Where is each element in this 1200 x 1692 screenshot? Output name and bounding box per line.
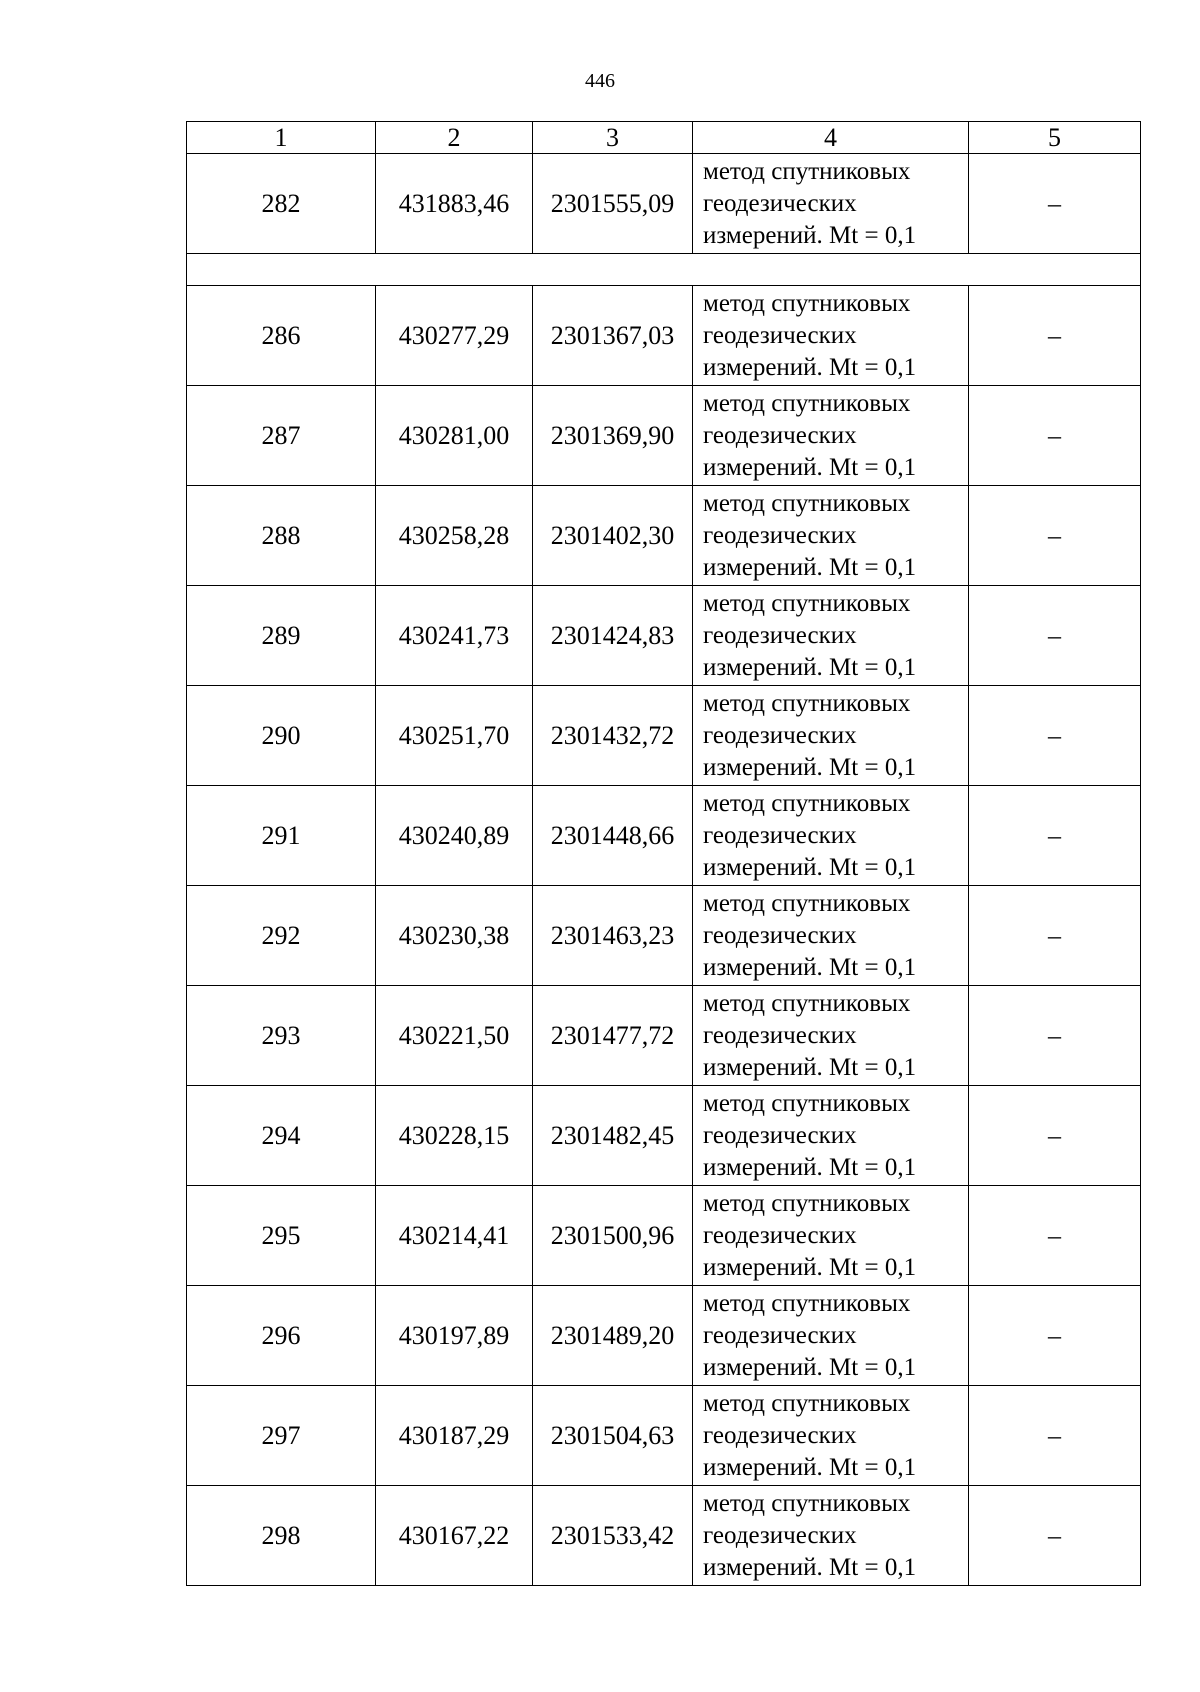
- x-coordinate-cell: 430240,89: [376, 786, 533, 886]
- precision-dash-cell: –: [969, 986, 1141, 1086]
- precision-dash-cell: –: [969, 154, 1141, 254]
- table-row: [187, 786, 1141, 886]
- x-coordinate-cell: 430281,00: [376, 386, 533, 486]
- method-line: метод спутниковых: [703, 889, 911, 917]
- method-line: метод спутниковых: [703, 689, 911, 717]
- x-coordinate-cell: 430197,89: [376, 1286, 533, 1386]
- method-line: геодезических: [703, 921, 857, 949]
- method-line: измерений. Mt = 0,1: [703, 453, 917, 481]
- table-row: [187, 1186, 1141, 1286]
- y-coordinate-cell: 2301369,90: [533, 386, 693, 486]
- method-line: геодезических: [703, 1321, 857, 1349]
- point-number-cell: 296: [187, 1286, 376, 1386]
- method-line: измерений. Mt = 0,1: [703, 1153, 917, 1181]
- y-coordinate-cell: 2301367,03: [533, 286, 693, 386]
- x-coordinate-cell: 431883,46: [376, 154, 533, 254]
- method-cell: [693, 586, 969, 686]
- y-coordinate-cell: 2301432,72: [533, 686, 693, 786]
- method-line: геодезических: [703, 1521, 857, 1549]
- table-row: [187, 486, 1141, 586]
- method-line: измерений. Mt = 0,1: [703, 753, 917, 781]
- y-coordinate-cell: 2301477,72: [533, 986, 693, 1086]
- method-line: метод спутниковых: [703, 1489, 911, 1517]
- table-row: [187, 1086, 1141, 1186]
- table-row: [187, 586, 1141, 686]
- table-row: [187, 1286, 1141, 1386]
- y-coordinate-cell: 2301424,83: [533, 586, 693, 686]
- method-line: измерений. Mt = 0,1: [703, 1553, 917, 1581]
- method-cell: [693, 1386, 969, 1486]
- y-coordinate-cell: 2301500,96: [533, 1186, 693, 1286]
- method-line: метод спутниковых: [703, 1189, 911, 1217]
- table-row: [187, 886, 1141, 986]
- point-number-cell: 288: [187, 486, 376, 586]
- header-cell-1: 1: [187, 122, 376, 154]
- x-coordinate-cell: 430228,15: [376, 1086, 533, 1186]
- method-line: измерений. Mt = 0,1: [703, 653, 917, 681]
- point-number-cell: 287: [187, 386, 376, 486]
- method-line: измерений. Mt = 0,1: [703, 953, 917, 981]
- point-number-cell: 291: [187, 786, 376, 886]
- method-line: метод спутниковых: [703, 1089, 911, 1117]
- point-number-cell: 298: [187, 1486, 376, 1586]
- precision-dash-cell: –: [969, 286, 1141, 386]
- point-number-cell: 294: [187, 1086, 376, 1186]
- method-line: геодезических: [703, 421, 857, 449]
- empty-separator-cell: [187, 254, 1141, 286]
- precision-dash-cell: –: [969, 1186, 1141, 1286]
- point-number-cell: 292: [187, 886, 376, 986]
- method-cell: [693, 154, 969, 254]
- point-number-cell: 290: [187, 686, 376, 786]
- method-cell: [693, 786, 969, 886]
- method-cell: [693, 486, 969, 586]
- method-line: измерений. Mt = 0,1: [703, 1353, 917, 1381]
- method-line: измерений. Mt = 0,1: [703, 1053, 917, 1081]
- method-line: метод спутниковых: [703, 389, 911, 417]
- method-line: геодезических: [703, 621, 857, 649]
- x-coordinate-cell: 430221,50: [376, 986, 533, 1086]
- x-coordinate-cell: 430230,38: [376, 886, 533, 986]
- table-row: [187, 386, 1141, 486]
- precision-dash-cell: –: [969, 886, 1141, 986]
- method-cell: [693, 686, 969, 786]
- method-cell: [693, 1086, 969, 1186]
- coordinates-table: [186, 121, 1141, 1586]
- precision-dash-cell: –: [969, 586, 1141, 686]
- method-line: измерений. Mt = 0,1: [703, 1253, 917, 1281]
- method-cell: [693, 1186, 969, 1286]
- precision-dash-cell: –: [969, 1386, 1141, 1486]
- x-coordinate-cell: 430214,41: [376, 1186, 533, 1286]
- x-coordinate-cell: 430167,22: [376, 1486, 533, 1586]
- x-coordinate-cell: 430187,29: [376, 1386, 533, 1486]
- page-number: 446: [585, 70, 615, 92]
- y-coordinate-cell: 2301555,09: [533, 154, 693, 254]
- table-row: [187, 1486, 1141, 1586]
- header-cell-4: 4: [693, 122, 969, 154]
- header-cell-3: 3: [533, 122, 693, 154]
- y-coordinate-cell: 2301463,23: [533, 886, 693, 986]
- method-line: геодезических: [703, 721, 857, 749]
- method-line: метод спутниковых: [703, 1389, 911, 1417]
- precision-dash-cell: –: [969, 1286, 1141, 1386]
- method-cell: [693, 986, 969, 1086]
- method-line: геодезических: [703, 321, 857, 349]
- method-line: геодезических: [703, 521, 857, 549]
- method-line: измерений. Mt = 0,1: [703, 553, 917, 581]
- method-line: измерений. Mt = 0,1: [703, 353, 917, 381]
- method-cell: [693, 286, 969, 386]
- precision-dash-cell: –: [969, 1486, 1141, 1586]
- y-coordinate-cell: 2301482,45: [533, 1086, 693, 1186]
- method-line: измерений. Mt = 0,1: [703, 221, 917, 249]
- method-line: метод спутниковых: [703, 789, 911, 817]
- method-line: геодезических: [703, 1121, 857, 1149]
- table-row: [187, 1386, 1141, 1486]
- method-line: геодезических: [703, 1421, 857, 1449]
- table-row: [187, 154, 1141, 254]
- point-number-cell: 289: [187, 586, 376, 686]
- method-cell: [693, 1286, 969, 1386]
- y-coordinate-cell: 2301402,30: [533, 486, 693, 586]
- point-number-cell: 295: [187, 1186, 376, 1286]
- x-coordinate-cell: 430241,73: [376, 586, 533, 686]
- empty-separator-row: [187, 254, 1141, 286]
- method-line: измерений. Mt = 0,1: [703, 853, 917, 881]
- x-coordinate-cell: 430258,28: [376, 486, 533, 586]
- y-coordinate-cell: 2301504,63: [533, 1386, 693, 1486]
- precision-dash-cell: –: [969, 386, 1141, 486]
- method-line: метод спутниковых: [703, 289, 911, 317]
- point-number-cell: 293: [187, 986, 376, 1086]
- x-coordinate-cell: 430277,29: [376, 286, 533, 386]
- y-coordinate-cell: 2301489,20: [533, 1286, 693, 1386]
- header-cell-5: 5: [969, 122, 1141, 154]
- table-row: [187, 686, 1141, 786]
- method-cell: [693, 886, 969, 986]
- method-line: геодезических: [703, 1021, 857, 1049]
- method-cell: [693, 386, 969, 486]
- y-coordinate-cell: 2301448,66: [533, 786, 693, 886]
- point-number-cell: 286: [187, 286, 376, 386]
- method-line: геодезических: [703, 821, 857, 849]
- precision-dash-cell: –: [969, 786, 1141, 886]
- precision-dash-cell: –: [969, 1086, 1141, 1186]
- point-number-cell: 297: [187, 1386, 376, 1486]
- method-line: метод спутниковых: [703, 989, 911, 1017]
- precision-dash-cell: –: [969, 486, 1141, 586]
- table-row: [187, 286, 1141, 386]
- header-row: [187, 122, 1141, 154]
- precision-dash-cell: –: [969, 686, 1141, 786]
- point-number-cell: 282: [187, 154, 376, 254]
- method-line: геодезических: [703, 189, 857, 217]
- method-cell: [693, 1486, 969, 1586]
- y-coordinate-cell: 2301533,42: [533, 1486, 693, 1586]
- table-row: [187, 986, 1141, 1086]
- header-cell-2: 2: [376, 122, 533, 154]
- x-coordinate-cell: 430251,70: [376, 686, 533, 786]
- method-line: метод спутниковых: [703, 1289, 911, 1317]
- method-line: метод спутниковых: [703, 157, 911, 185]
- method-line: метод спутниковых: [703, 489, 911, 517]
- method-line: метод спутниковых: [703, 589, 911, 617]
- method-line: геодезических: [703, 1221, 857, 1249]
- method-line: измерений. Mt = 0,1: [703, 1453, 917, 1481]
